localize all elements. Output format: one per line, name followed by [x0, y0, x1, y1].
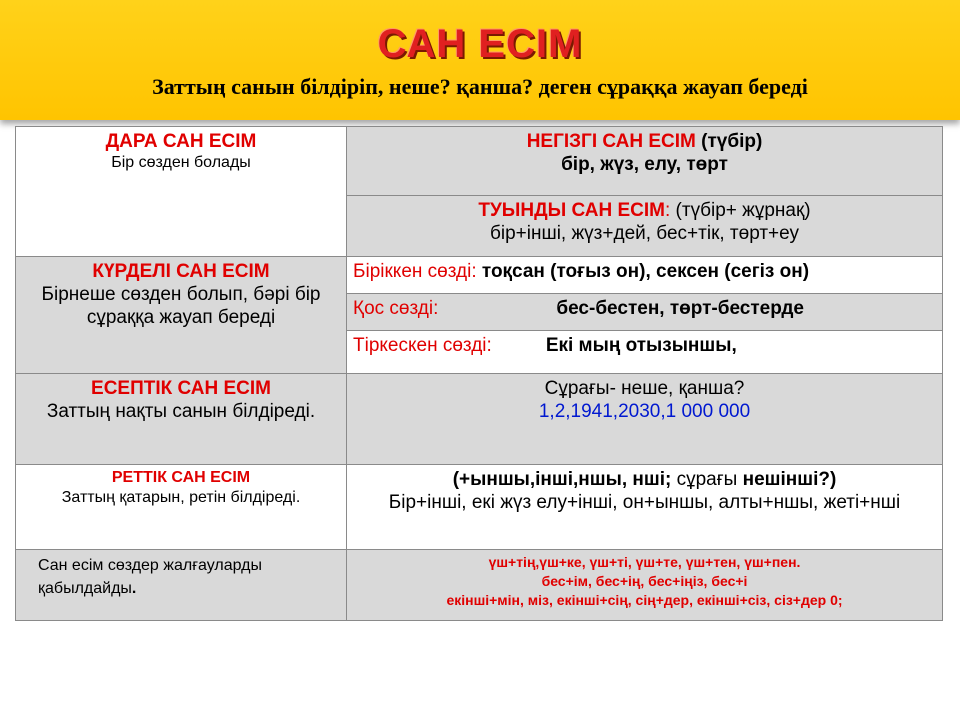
- jalgau-cell: [16, 550, 347, 621]
- tirkesken-label: Тіркескен сөзді:: [353, 335, 492, 356]
- dara-desc: Бір сөзден болады: [111, 154, 251, 171]
- kurdeli-cell: [16, 257, 347, 374]
- negizgi-examples: бір, жүз, елу, төрт: [561, 154, 728, 175]
- tuyndy-colon: :: [665, 200, 671, 221]
- dara-heading: ДАРА САН ЕСІМ: [105, 131, 257, 152]
- negizgi-cell: [347, 127, 943, 196]
- page-subtitle: Заттың санын білдіріп, неше? қанша? деген сұраққа жауап береді: [152, 74, 808, 99]
- jalgau-desc: Сан есім сөздер жалғауларды қабылдайды: [38, 557, 263, 597]
- qos-cell: [347, 294, 943, 331]
- rettik-desc: Заттың қатарын, ретін білдіреді.: [61, 489, 301, 506]
- numeral-table: [15, 126, 943, 621]
- negizgi-suffix: (түбір): [695, 131, 763, 152]
- eseptik-examples: 1,2,1941,2030,1 000 000: [538, 401, 751, 422]
- rettik-heading: РЕТТІК САН ЕСІМ: [111, 469, 251, 486]
- dara-cell: [16, 127, 347, 257]
- kurdeli-desc: Бірнеше сөзден болып, бәрі бір сұраққа жауап береді: [41, 284, 321, 328]
- tuyndy-heading: ТУЫНДЫ САН ЕСІМ: [478, 200, 665, 221]
- eseptik-question: Сұрағы- неше, қанша?: [544, 378, 745, 399]
- qos-examples: бес-бестен, төрт-бестерде: [556, 298, 804, 319]
- tirkesken-examples: Екі мың отызыншы,: [545, 335, 737, 356]
- tirkesken-cell: [347, 331, 943, 374]
- eseptik-cell: [16, 374, 347, 465]
- rettik-suffixes: (+ыншы,інші,ншы, нші;: [452, 469, 672, 490]
- rettik-example-cell: [347, 465, 943, 550]
- qos-label: Қос сөзді:: [353, 298, 439, 319]
- rettik-question-label: сұрағы: [671, 469, 743, 490]
- title-banner: [0, 0, 960, 120]
- rettik-examples: Бір+інші, екі жүз елу+інші, он+ыншы, алты+ншы, жеті+нші: [388, 492, 901, 513]
- eseptik-example-cell: [347, 374, 943, 465]
- tuyndy-cell: [347, 196, 943, 257]
- kurdeli-heading: КҮРДЕЛІ САН ЕСІМ: [92, 261, 270, 282]
- birikken-cell: [347, 257, 943, 294]
- jalgau-line3: екінші+мін, міз, екінші+сің, сің+дер, екінші+сіз, сіз+дер 0;: [446, 592, 843, 608]
- negizgi-heading: НЕГІЗГІ САН ЕСІМ: [526, 131, 696, 152]
- eseptik-desc: Заттың нақты санын білдіреді.: [46, 401, 316, 422]
- jalgau-line1: үш+тің,үш+ке, үш+ті, үш+те, үш+тен, үш+пен.: [488, 554, 801, 570]
- page-title: САН ЕСІМ: [377, 22, 583, 66]
- jalgau-example-cell: [347, 550, 943, 621]
- birikken-examples: тоқсан (тоғыз он), сексен (сегіз он): [476, 261, 810, 282]
- rettik-cell: [16, 465, 347, 550]
- eseptik-heading: ЕСЕПТІК САН ЕСІМ: [91, 378, 271, 399]
- tuyndy-suffix: (түбір+ жұрнақ): [670, 200, 811, 221]
- jalgau-period: .: [131, 580, 137, 597]
- tuyndy-examples: бір+інші, жүз+дей, бес+тік, төрт+еу: [489, 223, 800, 244]
- jalgau-line2: бес+ім, бес+ің, бес+іңіз, бес+і: [541, 573, 748, 589]
- rettik-question: нешінші?): [742, 469, 837, 490]
- birikken-label: Біріккен сөзді:: [353, 261, 477, 282]
